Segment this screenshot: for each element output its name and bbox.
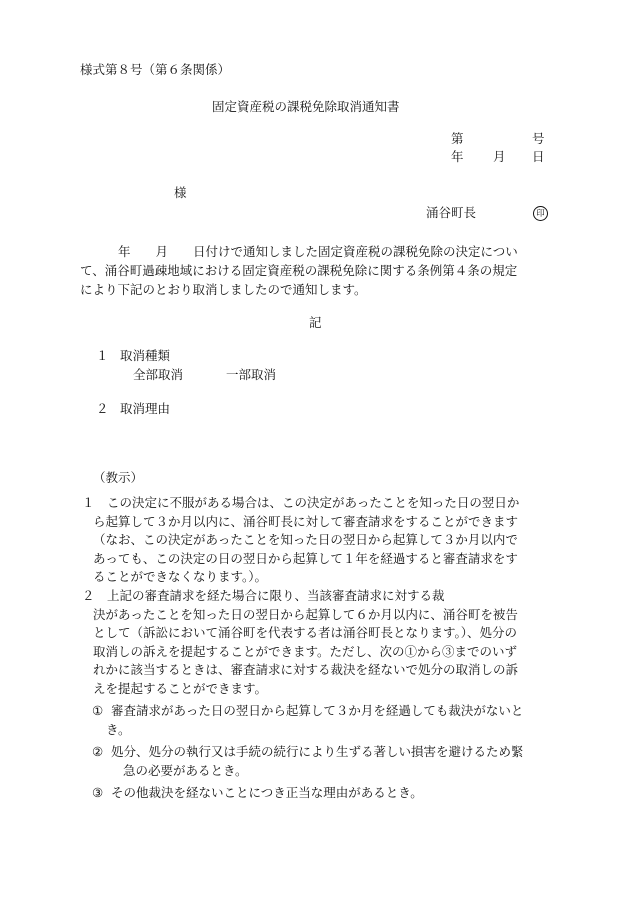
sub-item-mark: ② (92, 744, 104, 759)
date-month: 月 (493, 149, 506, 164)
option-full-cancel: 全部取消 (133, 367, 184, 382)
notice-line: 上記の審査請求を経た場合に限り、当該審査請求に対する裁 (107, 588, 445, 603)
item-label-cancel-type: 取消種類 (120, 348, 171, 363)
body-line: て、涌谷町過疎地域における固定資産税の課税免除に関する条例第４条の規定 (80, 263, 518, 278)
recipient-honorific: 様 (174, 185, 187, 200)
sub-item-mark: ③ (92, 785, 104, 800)
body-line: により下記のとおり取消しましたので通知します。 (80, 282, 367, 297)
form-number: 様式第８号（第６条関係） (80, 62, 231, 77)
notice-line: この決定に不服がある場合は、この決定があったことを知った日の翌日か (107, 495, 520, 510)
issuer-title: 涌谷町長 (426, 205, 477, 220)
notice-para-number: １ (82, 495, 95, 510)
sub-item-line: き。 (106, 722, 131, 737)
sub-item-line: その他裁決を経ないことにつき正当な理由があるとき。 (111, 785, 423, 800)
notice-line: として（訴訟において涌谷町を代表する者は涌谷町長となります。）、処分の (93, 625, 518, 640)
document-title: 固定資産税の課税免除取消通知書 (212, 99, 400, 114)
number-suffix: 号 (532, 131, 545, 146)
number-prefix: 第 (451, 131, 464, 146)
option-partial-cancel: 一部取消 (226, 367, 277, 382)
sub-item-line: 審査請求があった日の翌日から起算して３か月を経過しても裁決がないと (111, 703, 524, 718)
sub-item-line: 処分、処分の執行又は手続の続行により生ずる著しい損害を避けるため緊 (111, 744, 524, 759)
item-number: ２ (96, 401, 109, 416)
notice-para-number: ２ (82, 588, 95, 603)
sub-item-mark: ① (92, 703, 104, 718)
notice-line: ら起算して３か月以内に、涌谷町長に対して審査請求をすることができます (93, 514, 519, 529)
record-heading: 記 (309, 315, 322, 330)
notice-line: 取消しの訴えを提起することができます。ただし、次の①から③までのいず (93, 644, 518, 659)
notice-line: あっても、この決定の日の翌日から起算して１年を経過すると審査請求をす (93, 551, 518, 566)
notice-line: えを提起することができます。 (93, 681, 268, 696)
notice-line: 決があったことを知った日の翌日から起算して６か月以内に、涌谷町を被告 (93, 607, 518, 622)
item-label-cancel-reason: 取消理由 (120, 401, 171, 416)
notice-line: れかに該当するときは、審査請求に対する裁決を経ないで処分の取消しの訴 (93, 662, 519, 677)
notice-heading: （教示） (93, 470, 144, 485)
seal-mark: 印 (533, 206, 548, 221)
notice-line: （なお、この決定があったことを知った日の翌日から起算して３か月以内で (93, 532, 518, 547)
date-year: 年 (451, 149, 464, 164)
notice-line: ることができなくなります。）。 (93, 569, 268, 584)
sub-item-line: 急の必要があるとき。 (123, 763, 248, 778)
date-day: 日 (532, 149, 545, 164)
item-number: １ (96, 348, 109, 363)
body-line: 年 月 日付けで通知しました固定資産税の課税免除の決定につい (118, 244, 518, 259)
